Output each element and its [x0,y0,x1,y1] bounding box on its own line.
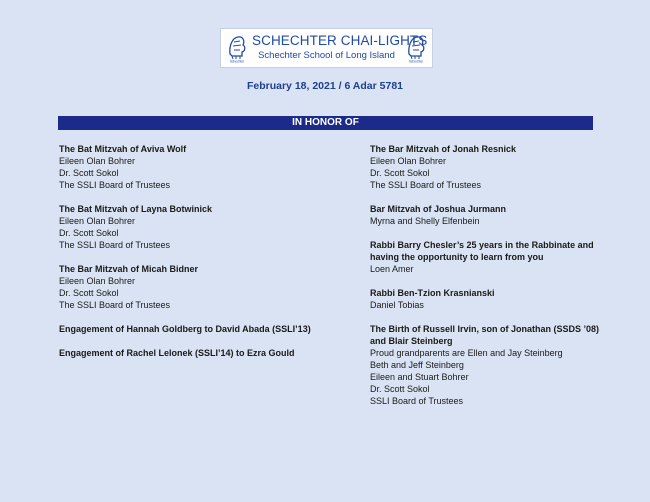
honoree-name: The SSLI Board of Trustees [59,180,171,190]
honor-entry [370,323,610,407]
honor-entry [370,143,610,191]
honor-title: The Bar Mitzvah of Jonah Resnick [370,144,517,154]
honor-title: Engagement of Rachel Lelonek (SSLI’14) to Ezra Gould [59,348,295,358]
lion-logo-icon [405,32,427,63]
honoree-name: Eileen Olan Bohrer [59,216,136,226]
honor-entry [59,347,339,359]
honoree-name: Eileen Olan Bohrer [59,276,136,286]
honoree-name: Eileen Olan Bohrer [59,156,136,166]
honor-entry [370,287,610,311]
honoree-name: Dr. Scott Sokol [59,228,119,238]
left-column [59,143,339,371]
honor-entry [59,203,339,251]
honoree-name: Eileen and Stuart Bohrer [370,372,469,382]
honoree-name: The SSLI Board of Trustees [59,240,171,250]
honoree-name: Proud grandparents are Ellen and Jay Steinberg [370,348,563,358]
honoree-name: Myrna and Shelly Elfenbein [370,216,480,226]
honoree-name: SSLI Board of Trustees [370,396,464,406]
honoree-name: Dr. Scott Sokol [370,384,430,394]
honoree-name: Eileen Olan Bohrer [370,156,447,166]
honor-title: The Bat Mitzvah of Aviva Wolf [59,144,187,154]
lion-logo-icon [226,32,248,63]
honor-entry [59,263,339,311]
section-header: IN HONOR OF [58,116,593,130]
honor-title: The Birth of Russell Irvin, son of Jonathan (SSDS ’08) and Blair Steinberg [370,324,600,346]
logo-text: Schechter [229,59,245,63]
honor-title: The Bat Mitzvah of Layna Botwinick [59,204,213,214]
issue-date: February 18, 2021 / 6 Adar 5781 [246,80,404,92]
honor-title: Engagement of Hannah Goldberg to David Abada (SSLI’13) [59,324,311,334]
honor-title: The Bar Mitzvah of Micah Bidner [59,264,199,274]
honoree-name: Dr. Scott Sokol [59,288,119,298]
header-banner [220,28,433,68]
logo-text: Schechter [408,59,424,63]
honor-entry [59,143,339,191]
banner-title: SCHECHTER CHAI-LIGHTS [252,33,428,48]
honoree-name: Dr. Scott Sokol [59,168,119,178]
honoree-name: The SSLI Board of Trustees [59,300,171,310]
honoree-name: Daniel Tobias [370,300,424,310]
honoree-name: The SSLI Board of Trustees [370,180,482,190]
honor-entry [370,239,610,275]
honor-title: Rabbi Ben-Tzion Krasnianski [370,288,495,298]
honoree-name: Loen Amer [370,264,414,274]
honor-title: Rabbi Barry Chesler’s 25 years in the Rabbinate and having the opportunity to learn from you [370,240,594,262]
honor-entry [370,203,610,227]
banner-subtitle: Schechter School of Long Island [258,50,395,61]
honoree-name: Beth and Jeff Steinberg [370,360,464,370]
honor-title: Bar Mitzvah of Joshua Jurmann [370,204,507,214]
right-column [370,143,610,419]
honor-entry [59,323,339,335]
honoree-name: Dr. Scott Sokol [370,168,430,178]
